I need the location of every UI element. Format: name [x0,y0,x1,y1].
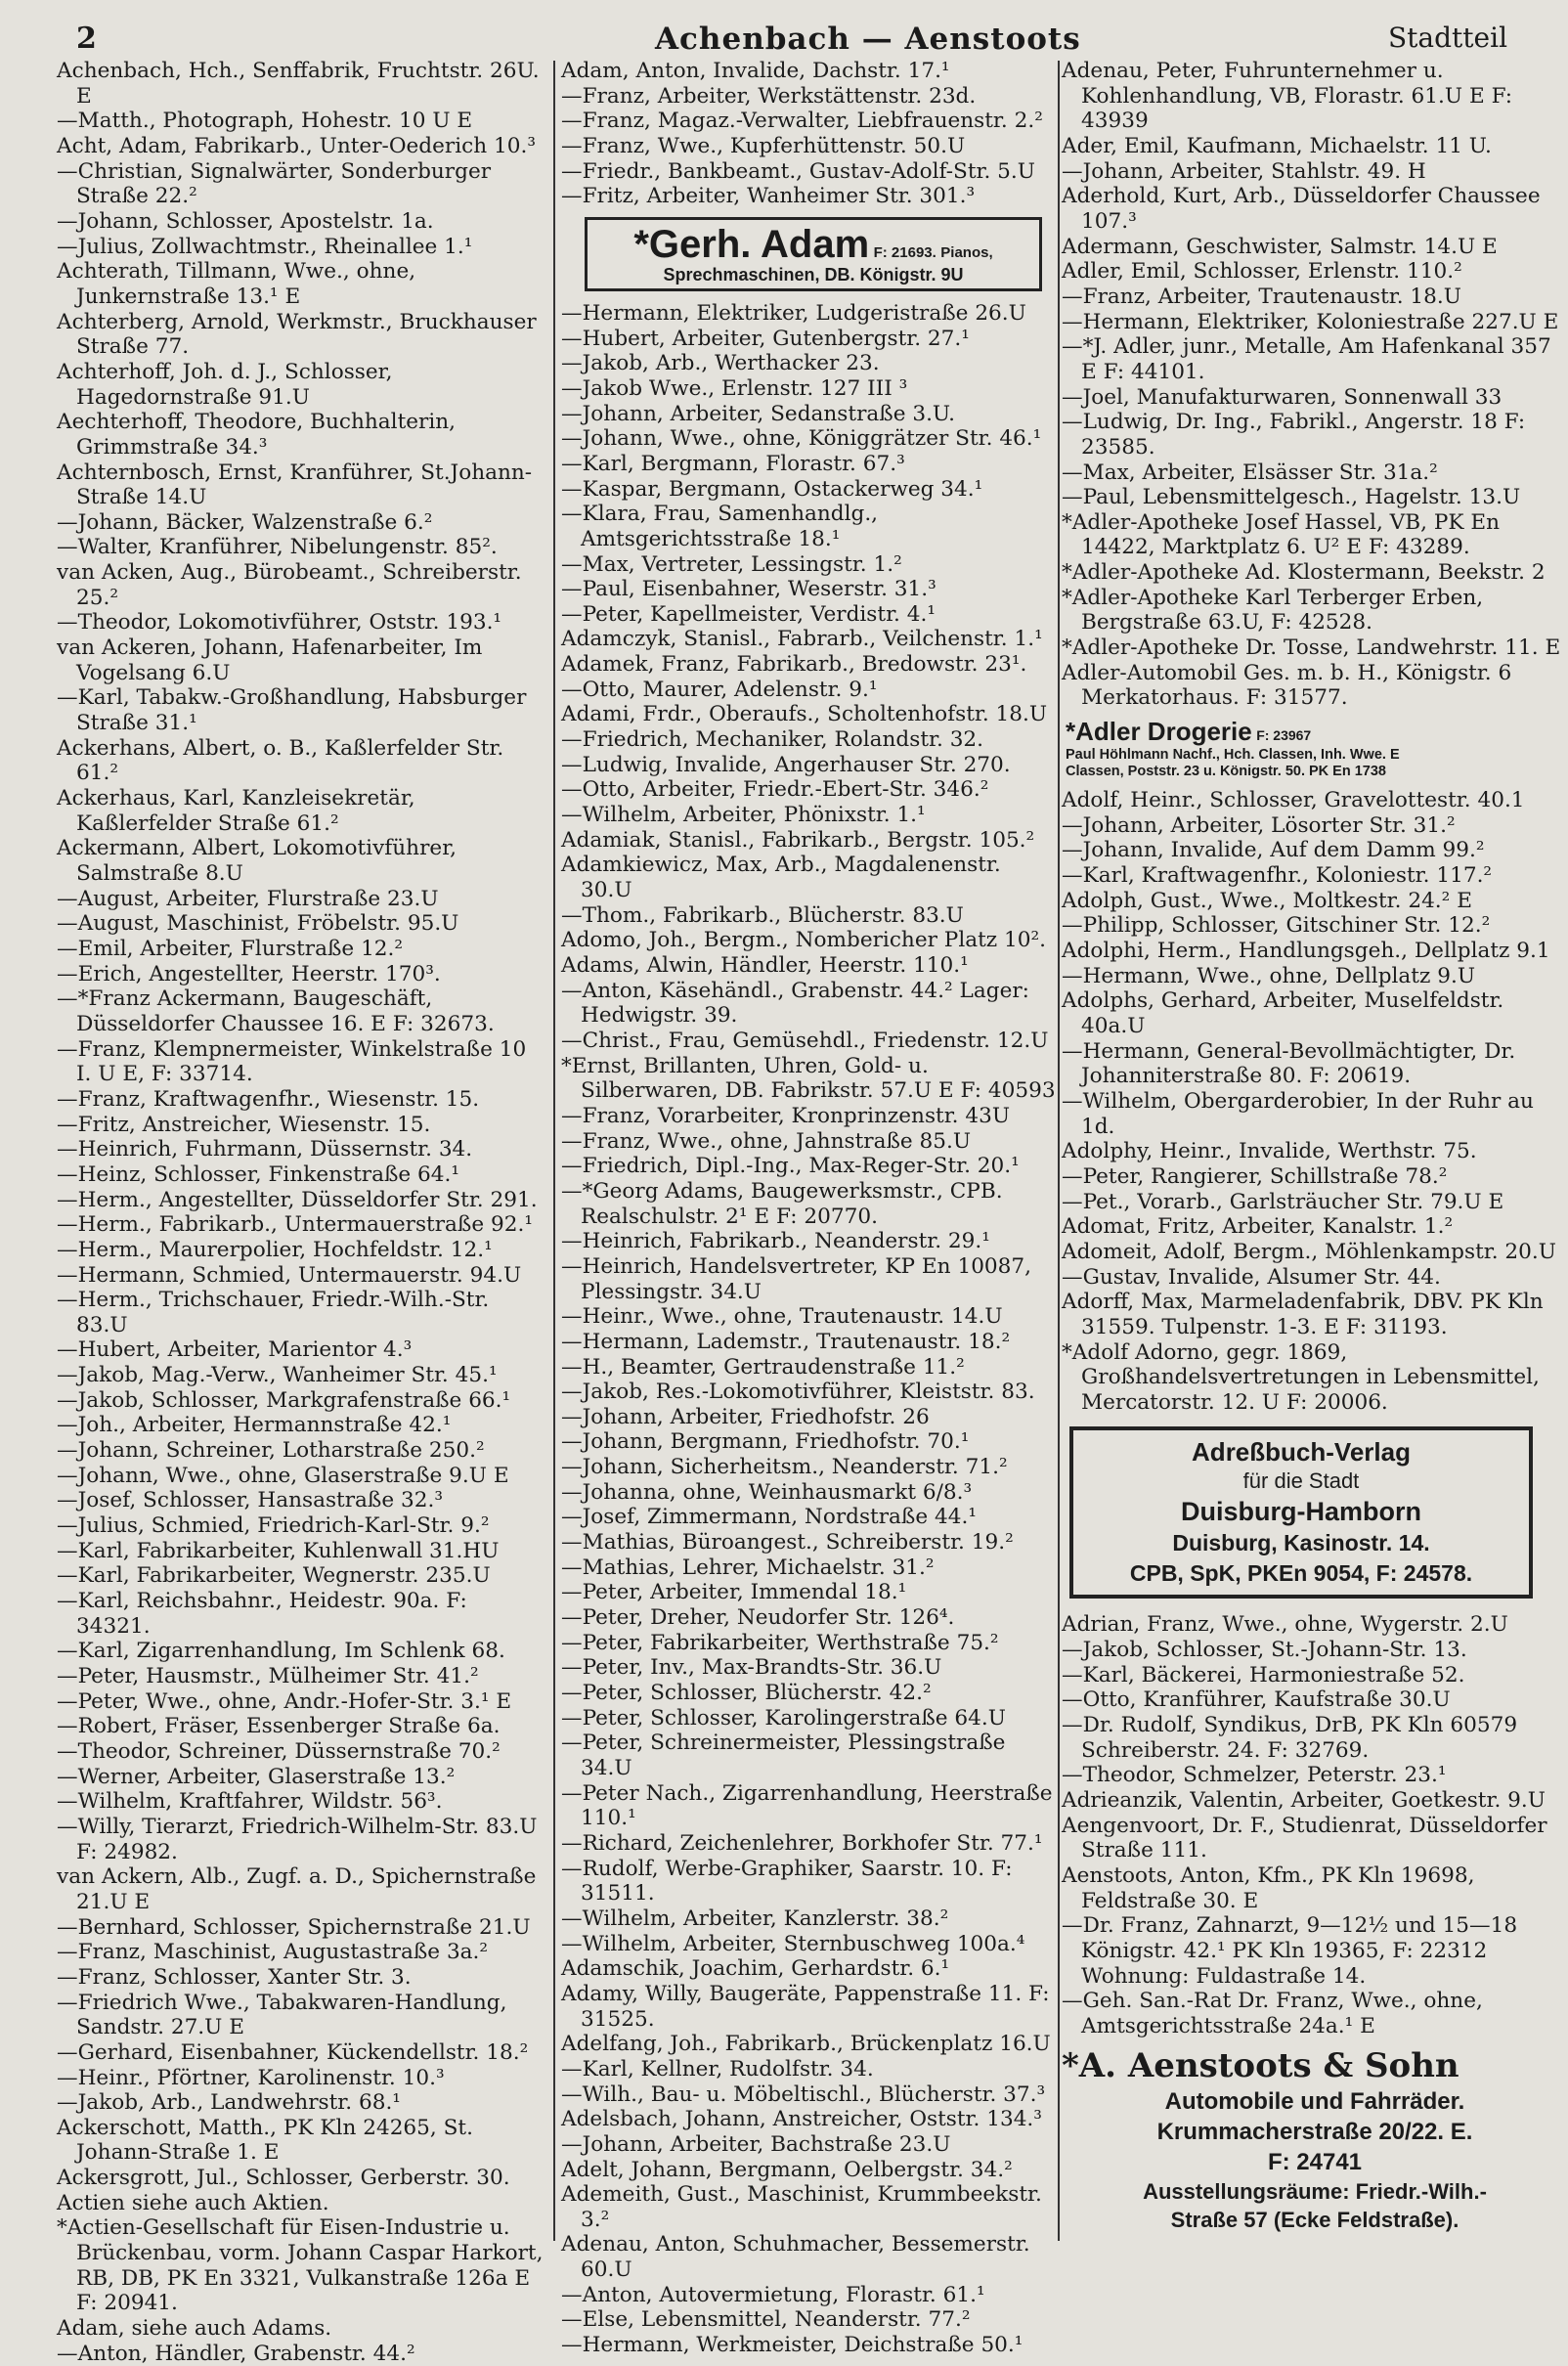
directory-entry: —Richard, Zeichenlehrer, Borkhofer Str. 77.¹ [561,1830,1043,1856]
directory-entry: Adolf, Heinr., Schlosser, Gravelottestr. 40.1 [1062,788,1525,813]
directory-entry: Adorff, Max, Marmeladenfabrik, DBV. PK Kln 31559. Tulpenstr. 1-3. E F: 31193. [1062,1290,1544,1339]
directory-entry: —Peter, Dreher, Neudorfer Str. 126⁴. [561,1605,955,1631]
directory-entry: —Franz, Magaz.-Verwalter, Liebfrauenstr. 2.² [561,109,1043,134]
directory-entry: Aderhold, Kurt, Arb., Düsseldorfer Chaussee 107.³ [1062,184,1541,234]
directory-entry: —Joel, Manufakturwaren, Sonnenwall 33 [1062,384,1503,410]
directory-entry: —Johann, Wwe., ohne, Königgrätzer Str. 46.¹ [561,426,1042,452]
directory-entry: —Franz, Klempnermeister, Winkelstraße 10 I. U E, F: 33714. [57,1036,527,1087]
directory-entry: —Theodor, Lokomotivführer, Oststr. 193.¹ [57,610,502,635]
directory-entry: Aenstoots, Anton, Kfm., PK Kln 19698, Feldstraße 30. E [1062,1863,1475,1913]
directory-entry: Adamschik, Joachim, Gerhardstr. 6.¹ [561,1956,950,1982]
directory-entry: *Adler-Apotheke Josef Hassel, VB, PK En 14422, Marktplatz 6. U² E F: 43289. [1062,509,1501,560]
directory-entry: —Mathias, Lehrer, Michaelstr. 31.² [561,1555,935,1580]
directory-entry: —Karl, Kellner, Rudolfstr. 34. [561,2056,874,2081]
directory-entry: —Fritz, Arbeiter, Wanheimer Str. 301.³ [561,184,976,209]
directory-entry: —Karl, Kraftwagenfhr., Koloniestr. 117.² [1062,863,1493,889]
directory-entry: Actien siehe auch Aktien. [57,2190,329,2215]
directory-entry: —Paul, Lebensmittelgesch., Hagelstr. 13.U [1062,485,1521,510]
directory-entry: Aechterhoff, Theodore, Buchhalterin, Grimmstraße 34.³ [57,410,457,460]
directory-entry: —Peter, Wwe., ohne, Andr.-Hofer-Str. 3.¹ E [57,1688,512,1714]
directory-entry: —Heinrich, Handelsvertreter, KP En 10087, Plessingstr. 34.U [561,1253,1032,1304]
directory-entry: —Walter, Kranführer, Nibelungenstr. 85². [57,535,498,560]
directory-entry: —Jakob, Mag.-Verw., Wanheimer Str. 45.¹ [57,1363,498,1388]
directory-entry: —Wilhelm, Arbeiter, Phönixstr. 1.¹ [561,803,926,828]
directory-entry: —Wilhelm, Kraftfahrer, Wildstr. 56³. [57,1789,443,1815]
directory-entry: —Erich, Angestellter, Heerstr. 170³. [57,961,441,986]
directory-entry: Adrian, Franz, Wwe., ohne, Wygerstr. 2.U [1062,1612,1508,1638]
directory-entry: —August, Maschinist, Fröbelstr. 95.U [57,911,459,937]
directory-entry: Adamiak, Stanisl., Fabrikarb., Bergstr. 105.² [561,827,1035,853]
directory-entry: —Franz, Schlosser, Xanter Str. 3. [57,1964,412,1990]
directory-entry: Ackerhans, Albert, o. B., Kaßlerfelder Str. 61.² [57,735,504,786]
directory-entry: —*Franz Ackermann, Baugeschäft, Düsseldorfer Chaussee 16. E F: 32673. [57,986,495,1036]
advert-line: CPB, SpK, PKEn 9054, F: 24578. [1129,1560,1473,1587]
advert-line: Adreßbuch-Verlag [1192,1437,1411,1468]
directory-entry: —Franz, Vorarbeiter, Kronprinzenstr. 43U [561,1103,1011,1128]
page-number: 2 [76,22,97,56]
directory-entry: *Adler-Apotheke Karl Terberger Erben, Bergstraße 63.U, F: 42528. [1062,585,1484,635]
directory-entry: —Peter, Hausmstr., Mülheimer Str. 41.² [57,1664,479,1688]
directory-entry: —H., Beamter, Gertraudenstraße 11.² [561,1354,965,1380]
directory-entry: *Adolf Adorno, gegr. 1869, Großhandelsvertretungen in Lebensmittel, Mercatorstr. 12. U F: 20006. [1062,1339,1540,1415]
directory-entry: —Jakob, Schlosser, Markgrafenstraße 66.¹ [57,1387,511,1413]
directory-entry: —Johann, Sicherheitsm., Neanderstr. 71.² [561,1455,1008,1480]
directory-entry: Adamek, Franz, Fabrikarb., Bredowstr. 23¹. [561,652,1027,678]
directory-entry: —Matth., Photograph, Hohestr. 10 U E [57,109,473,134]
advert-tagline: Sprechmaschinen, DB. Königstr. 9U [663,264,964,285]
directory-entry: *Adler-Apotheke Ad. Klostermann, Beekstr. 2 [1062,560,1546,586]
directory-entry: —Heinz, Schlosser, Finkenstraße 64.¹ [57,1161,460,1187]
directory-entry: Adelsbach, Johann, Anstreicher, Oststr. 134.³ [561,2107,1042,2132]
directory-entry: —*J. Adler, junr., Metalle, Am Hafenkanal 357 E F: 44101. [1062,334,1551,384]
directory-entry: Adamczyk, Stanisl., Fabrarb., Veilchenstr. 1.¹ [561,627,1043,652]
directory-entry: —Paul, Eisenbahner, Weserstr. 31.³ [561,577,936,602]
directory-entry: —Friedrich Wwe., Tabakwaren-Handlung, Sandstr. 27.U E [57,1990,507,2040]
directory-entry: —Jakob, Res.-Lokomotivführer, Kleiststr. 83. [561,1380,1035,1405]
directory-entry: —Gustav, Invalide, Alsumer Str. 44. [1062,1264,1441,1290]
directory-entry: —Johann, Arbeiter, Friedhofstr. 26 [561,1404,930,1429]
directory-entry: —Friedrich, Dipl.-Ing., Max-Reger-Str. 20.¹ [561,1154,1020,1179]
directory-entry: —Peter, Rangierer, Schillstraße 78.² [1062,1163,1448,1189]
directory-entry: Adenau, Peter, Fuhrunternehmer u. Kohlenhandlung, VB, Florastr. 61.U E F: 43939 [1062,59,1513,134]
directory-entry: —Julius, Zollwachtmstr., Rheinallee 1.¹ [57,234,473,259]
directory-entry: —Franz, Maschinist, Augustastraße 3a.² [57,1940,489,1965]
directory-entry: —Franz, Arbeiter, Werkstättenstr. 23d. [561,83,977,109]
directory-entry: Adomo, Joh., Bergm., Nombericher Platz 10². [561,928,1047,953]
directory-entry: —Theodor, Schmelzer, Peterstr. 23.¹ [1062,1763,1447,1788]
directory-entry: —Josef, Schlosser, Hansastraße 32.³ [57,1488,443,1513]
directory-entry: —Christian, Signalwärter, Sonderburger Straße 22.² [57,158,492,209]
directory-entry: —Dr. Franz, Zahnarzt, 9—12½ und 15—18 Königstr. 42.¹ PK Kln 19365, F: 22312 Wohnung: Fuldastraße 14. [1062,1913,1518,1989]
directory-entry: —Hubert, Arbeiter, Marientor 4.³ [57,1337,413,1363]
directory-entry: —Otto, Arbeiter, Friedr.-Ebert-Str. 346.² [561,777,989,803]
directory-entry: —Jakob, Arb., Landwehrstr. 68.¹ [57,2090,401,2116]
directory-entry: Ackerhaus, Karl, Kanzleisekretär, Kaßlerfelder Straße 61.² [57,786,415,836]
directory-entry: Achterath, Tillmann, Wwe., ohne, Junkernstraße 13.¹ E [57,259,416,309]
directory-entry: —Otto, Kranführer, Kaufstraße 30.U [1062,1687,1451,1713]
directory-entry: —Wilhelm, Arbeiter, Kanzlerstr. 38.² [561,1906,949,1931]
directory-entry: Adenau, Anton, Schuhmacher, Bessemerstr. 60.U [561,2232,1030,2283]
directory-entry: —Karl, Bergmann, Florastr. 67.³ [561,451,905,476]
directory-entry: —Johann, Wwe., ohne, Glaserstraße 9.U E [57,1463,509,1488]
advert-line: für die Stadt [1242,1468,1360,1494]
directory-entry: —Friedrich, Mechaniker, Rolandstr. 32. [561,727,984,753]
advert-name: *Gerh. Adam [633,222,870,266]
directory-entry: —Emil, Arbeiter, Flurstraße 12.² [57,936,404,961]
advert-line: Duisburg, Kasinostr. 14. [1172,1530,1430,1556]
advert-name: *Adler Drogerie [1066,717,1252,747]
directory-entry: —Hermann, Wwe., ohne, Dellplatz 9.U [1062,963,1476,988]
directory-entry: Ader, Emil, Kaufmann, Michaelstr. 11 U. [1062,133,1492,158]
directory-entry: —Ludwig, Dr. Ing., Fabrikl., Angerstr. 18 F: 23585. [1062,410,1526,460]
directory-entry: —Heinrich, Fuhrmann, Düssernstr. 34. [57,1137,473,1162]
directory-entry: —Wilhelm, Obergarderobier, In der Ruhr au 1d. [1062,1088,1534,1139]
directory-entry: —Otto, Maurer, Adelenstr. 9.¹ [561,677,878,702]
directory-entry: —Heinr., Wwe., ohne, Trautenaustr. 14.U [561,1304,1003,1330]
advert-gerh-adam [585,217,1042,291]
directory-entry: Adolphs, Gerhard, Arbeiter, Muselfeldstr. 40a.U [1062,988,1504,1038]
directory-entry: —Anton, Autovermietung, Florastr. 61.¹ [561,2282,985,2307]
directory-entry: Ademeith, Gust., Maschinist, Krummbeekstr. 3.² [561,2182,1042,2232]
directory-entry: —Wilh., Bau- u. Möbeltischl., Blücherstr. 37.³ [561,2081,1046,2107]
directory-entry: —Herm., Angestellter, Düsseldorfer Str. 291. [57,1187,538,1212]
directory-entry: —Karl, Reichsbahnr., Heidestr. 90a. F: 34321. [57,1589,467,1639]
directory-entry: Achterhoff, Joh. d. J., Schlosser, Hagedornstraße 91.U [57,359,393,410]
column-divider [1058,61,1060,2241]
directory-entry: —Bernhard, Schlosser, Spichernstraße 21.U [57,1914,531,1940]
directory-entry: Adam, Anton, Invalide, Dachstr. 17.¹ [561,59,950,83]
directory-entry: Adamkiewicz, Max, Arb., Magdalenenstr. 30.U [561,853,1001,903]
directory-entry: —Werner, Arbeiter, Glaserstraße 13.² [57,1764,456,1789]
directory-entry: —Philipp, Schlosser, Gitschiner Str. 12.² [1062,913,1491,939]
column-1 [57,59,545,2366]
directory-entry: —Friedr., Bankbeamt., Gustav-Adolf-Str. 5.U [561,158,1035,184]
directory-entry: —Peter, Schreinermeister, Plessingstraße 34.U [561,1731,1006,1780]
directory-entry: *Adler-Apotheke Dr. Tosse, Landwehrstr. 11. E [1062,635,1561,661]
directory-entry: —Willy, Tierarzt, Friedrich-Wilhelm-Str. 83.U F: 24982. [57,1814,538,1864]
directory-entry: —Ludwig, Invalide, Angerhauser Str. 270. [561,752,1011,777]
directory-entry: van Ackeren, Johann, Hafenarbeiter, Im Vogelsang 6.U [57,635,483,685]
directory-entry: —Kaspar, Bergmann, Ostackerweg 34.¹ [561,476,983,502]
directory-entry: —Johann, Arbeiter, Stahlstr. 49. H [1062,158,1426,184]
directory-entry: van Ackern, Alb., Zugf. a. D., Spichernstraße 21.U E [57,1864,537,1914]
directory-entry: —*Georg Adams, Baugewerksmstr., CPB. Realschulstr. 2¹ E F: 20770. [561,1178,1003,1229]
directory-entry: Acht, Adam, Fabrikarb., Unter-Oederich 10.³ [57,133,536,158]
directory-entry: —Else, Lebensmittel, Neanderstr. 77.² [561,2307,971,2333]
directory-entry: —Wilhelm, Arbeiter, Sternbuschweg 100a.⁴ [561,1931,1025,1956]
advert-phone: F: 21693. [873,243,936,261]
directory-entry: —Rudolf, Werbe-Graphiker, Saarstr. 10. F: 31511. [561,1856,1013,1906]
directory-entry: —Johann, Arbeiter, Lösorter Str. 31.² [1062,812,1456,838]
directory-entry: —Pet., Vorarb., Garlsträucher Str. 79.U E [1062,1189,1504,1214]
directory-entry: Adermann, Geschwister, Salmstr. 14.U E [1062,234,1498,259]
directory-entry: Adamy, Willy, Baugeräte, Pappenstraße 11. F: 31525. [561,1981,1050,2032]
directory-entry: —Johann, Schlosser, Apostelstr. 1a. [57,208,434,234]
directory-entry: Adelt, Johann, Bergmann, Oelbergstr. 34.² [561,2157,1013,2182]
directory-entry: —Jakob, Arb., Werthacker 23. [561,351,880,376]
section-label: Stadtteil [1388,22,1508,54]
advert-line: Duisburg-Hamborn [1181,1497,1421,1527]
directory-entry: Adolphy, Heinr., Invalide, Werthstr. 75. [1062,1139,1477,1164]
column-2 [561,59,1056,2358]
directory-entry: Ackerschott, Matth., PK Kln 24265, St. Johann-Straße 1. E [57,2115,473,2166]
directory-entry: —Franz, Wwe., ohne, Jahnstraße 85.U [561,1128,972,1154]
directory-entry: Adler-Automobil Ges. m. b. H., Königstr. 6 Merkatorhaus. F: 31577. [1062,660,1512,711]
directory-entry: —Peter, Arbeiter, Immendal 18.¹ [561,1580,907,1605]
directory-entry: —Hermann, Elektriker, Koloniestraße 227.U E [1062,309,1559,334]
directory-entry: —Johanna, ohne, Weinhausmarkt 6/8.³ [561,1479,973,1505]
directory-entry: Achterberg, Arnold, Werkmstr., Bruckhauser Straße 77. [57,309,537,360]
directory-entry: —Herm., Trichschauer, Friedr.-Wilh.-Str. 83.U [57,1288,490,1337]
directory-entry: —Heinrich, Fabrikarb., Neanderstr. 29.¹ [561,1229,990,1254]
directory-entry: —Jakob Wwe., Erlenstr. 127 III ³ [561,375,908,401]
directory-entry: —Franz, Wwe., Kupferhüttenstr. 50.U [561,133,966,158]
directory-entry: —Theodor, Schreiner, Düssernstraße 70.² [57,1738,501,1764]
directory-entry: —Thom., Fabrikarb., Blücherstr. 83.U [561,902,964,928]
advert-phone: F: 23967 [1256,727,1312,744]
directory-entry: —Robert, Fräser, Essenberger Straße 6a. [57,1714,501,1739]
directory-entry: —Max, Vertreter, Lessingstr. 1.² [561,551,902,577]
directory-entry: Adami, Frdr., Oberaufs., Scholtenhofstr. 18.U [561,702,1048,727]
directory-entry: —Fritz, Anstreicher, Wiesenstr. 15. [57,1112,431,1137]
directory-entry: —Max, Arbeiter, Elsässer Str. 31a.² [1062,460,1438,485]
directory-entry: —Johann, Bergmann, Friedhofstr. 70.¹ [561,1429,970,1455]
directory-entry: —Josef, Zimmermann, Nordstraße 44.¹ [561,1505,977,1530]
directory-entry: —Mathias, Büroangest., Schreiberstr. 19.² [561,1530,1014,1555]
directory-entry: Adolphi, Herm., Handlungsgeh., Dellplatz 9.1 [1062,939,1550,963]
column-3 [1062,59,1568,2235]
directory-entry: —Peter, Schlosser, Blücherstr. 42.² [561,1681,932,1706]
directory-entry: Adomat, Fritz, Arbeiter, Kanalstr. 1.² [1062,1214,1454,1240]
directory-entry: —Franz, Arbeiter, Trautenaustr. 18.U [1062,284,1461,309]
directory-entry: —Johann, Arbeiter, Sedanstraße 3.U. [561,401,956,426]
running-head: Achenbach — Aenstoots [655,22,1081,57]
directory-entry: Adelfang, Joh., Fabrikarb., Brückenplatz 16.U [561,2032,1051,2057]
directory-entry: —Johann, Invalide, Auf dem Damm 99.² [1062,838,1485,863]
directory-entry: —Hermann, General-Bevollmächtigter, Dr. Johanniterstraße 80. F: 20619. [1062,1038,1516,1089]
directory-entry: —Karl, Fabrikarbeiter, Wegnerstr. 235.U [57,1563,491,1589]
directory-entry: —Heinr., Pförtner, Karolinenstr. 10.³ [57,2065,445,2090]
directory-entry: Adolph, Gust., Wwe., Moltkestr. 24.² E [1062,888,1472,913]
directory-entry: —Johann, Arbeiter, Bachstraße 23.U [561,2131,951,2157]
directory-entry: —Hermann, Schmied, Untermauerstr. 94.U [57,1262,522,1288]
directory-entry: —Franz, Kraftwagenfhr., Wiesenstr. 15. [57,1086,480,1112]
directory-entry: van Acken, Aug., Bürobeamt., Schreiberstr. 25.² [57,560,522,610]
directory-entry: —Geh. San.-Rat Dr. Franz, Wwe., ohne, Amtsgerichtsstraße 24a.¹ E [1062,1989,1483,2038]
advert-aenstoots [1062,2039,1568,2234]
directory-entry: Adams, Alwin, Händler, Heerstr. 110.¹ [561,953,969,978]
directory-entry: —Anton, Käsehändl., Grabenstr. 44.² Lager: Hedwigstr. 39. [561,978,1029,1029]
directory-entry: —Karl, Tabakw.-Großhandlung, Habsburger Straße 31.¹ [57,685,527,736]
directory-entry: *Actien-Gesellschaft für Eisen-Industrie u. Brückenbau, vorm. Johann Caspar Harkort, RB, DB, PK En 3321, Vulkanstraße 126a E F: 20941. [57,2215,544,2316]
directory-entry: Achenbach, Hch., Senffabrik, Fruchtstr. 26U. E [57,59,540,109]
directory-entry: —Karl, Bäckerei, Harmoniestraße 52. [1062,1662,1465,1687]
column-divider [553,61,555,2241]
advert-line: Ausstellungsräume: Friedr.-Wilh.- [1143,2178,1487,2204]
advert-extra: Pianos, [940,243,993,261]
directory-entry: —Dr. Rudolf, Syndikus, DrB, PK Kln 60579 Schreiberstr. 24. F: 32769. [1062,1713,1518,1763]
advert-adler-drogerie [1062,711,1568,788]
directory-entry: —August, Arbeiter, Flurstraße 23.U [57,886,439,911]
directory-entry: —Gerhard, Eisenbahner, Kückendellstr. 18.² [57,2039,529,2065]
directory-entry: —Peter, Schlosser, Karolingerstraße 64.U [561,1705,1006,1731]
directory-entry: —Hermann, Lademstr., Trautenaustr. 18.² [561,1329,1011,1354]
page-header [0,18,1568,65]
directory-entry: Ackermann, Albert, Lokomotivführer, Salmstraße 8.U [57,836,457,886]
directory-entry: —Herm., Maurerpolier, Hochfeldstr. 12.¹ [57,1237,493,1262]
directory-entry: —Johann, Schreiner, Lotharstraße 250.² [57,1438,485,1464]
directory-entry: —Hubert, Arbeiter, Gutenbergstr. 27.¹ [561,326,970,351]
directory-entry: —Johann, Bäcker, Walzenstraße 6.² [57,509,433,535]
directory-entry: —Julius, Schmied, Friedrich-Karl-Str. 9.² [57,1513,490,1539]
directory-entry: Adler, Emil, Schlosser, Erlenstr. 110.² [1062,259,1462,285]
directory-entry: Adomeit, Adolf, Bergm., Möhlenkampstr. 20.U [1062,1239,1556,1264]
directory-entry: *Ernst, Brillanten, Uhren, Gold- u. Silberwaren, DB. Fabrikstr. 57.U E F: 40593 [561,1053,1056,1104]
directory-entry: Adam, siehe auch Adams. [57,2316,332,2342]
directory-entry: —Anton, Händler, Grabenstr. 44.² [57,2341,415,2366]
advert-line: Automobile und Fahrräder. [1164,2087,1465,2115]
directory-entry: —Peter, Inv., Max-Brandts-Str. 36.U [561,1655,942,1681]
advert-name: *A. Aenstoots & Sohn [1062,2045,1459,2085]
advert-line: Paul Höhlmann Nachf., Hch. Classen, Inh. Wwe. E [1066,747,1400,764]
directory-entry: —Karl, Fabrikarbeiter, Kuhlenwall 31.HU [57,1538,500,1563]
directory-entry: —Christ., Frau, Gemüsehdl., Friedenstr. 12.U [561,1028,1049,1053]
directory-entry: —Hermann, Werkmeister, Deichstraße 50.¹ [561,2333,1024,2358]
directory-entry: —Hermann, Elektriker, Ludgeristraße 26.U [561,300,1026,326]
directory-entry: —Klara, Frau, Samenhandlg., Amtsgerichtsstraße 18.¹ [561,502,879,551]
directory-entry: —Peter Nach., Zigarrenhandlung, Heerstraße 110.¹ [561,1780,1053,1831]
advert-line: Krummacherstraße 20/22. E. [1156,2118,1473,2145]
advert-line: Straße 57 (Ecke Feldstraße). [1170,2207,1459,2232]
directory-entry: —Jakob, Schlosser, St.-Johann-Str. 13. [1062,1638,1467,1663]
directory-entry: Achternbosch, Ernst, Kranführer, St.Johann-Straße 14.U [57,460,533,510]
directory-entry: Aengenvoort, Dr. F., Studienrat, Düsseldorfer Straße 111. [1062,1813,1547,1863]
directory-entry: Adrieanzik, Valentin, Arbeiter, Goetkestr. 9.U [1062,1788,1546,1814]
directory-entry: —Joh., Arbeiter, Hermannstraße 42.¹ [57,1413,452,1438]
advert-adressbuch-verlag [1069,1426,1533,1599]
directory-entry: —Peter, Fabrikarbeiter, Werthstraße 75.² [561,1630,999,1655]
advert-line: F: 24741 [1267,2148,1363,2175]
directory-entry: Ackersgrott, Jul., Schlosser, Gerberstr. 30. [57,2166,510,2191]
directory-entry: —Herm., Fabrikarb., Untermauerstraße 92.¹ [57,1212,533,1238]
directory-entry: —Karl, Zigarrenhandlung, Im Schlenk 68. [57,1639,505,1664]
directory-entry: —Peter, Kapellmeister, Verdistr. 4.¹ [561,601,936,627]
advert-line: Classen, Poststr. 23 u. Königstr. 50. PK En 1738 [1066,764,1386,780]
